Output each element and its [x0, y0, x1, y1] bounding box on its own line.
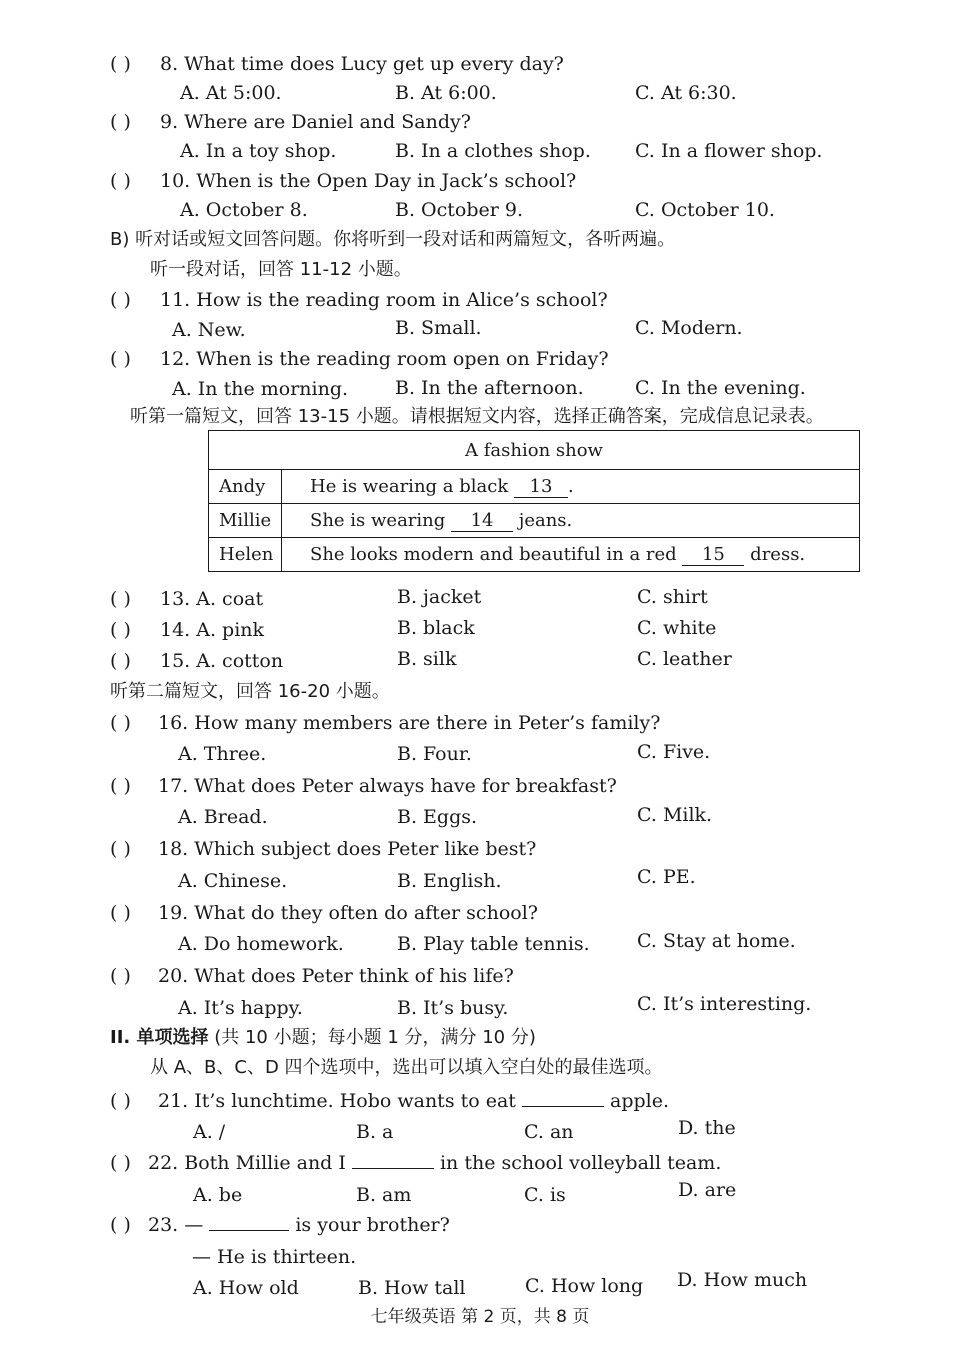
question-17-option-b: B. Eggs.	[397, 806, 478, 828]
answer-paren[interactable]: ( )	[110, 170, 131, 192]
question-23-reply: — He is thirteen.	[192, 1246, 357, 1268]
question-18-option-c: C. PE.	[637, 866, 696, 888]
question-17-option-c: C. Milk.	[637, 804, 713, 826]
question-16-option-b: B. Four.	[397, 743, 472, 765]
table-row	[209, 504, 860, 538]
question-11-option-a: A. New.	[172, 319, 246, 341]
question-22-option-b: B. am	[356, 1184, 412, 1206]
question-15-option-b: B. silk	[397, 648, 457, 670]
question-22-option-d: D. are	[678, 1179, 737, 1201]
question-20-option-a: A. It’s happy.	[178, 997, 303, 1019]
question-13-option-c: C. shirt	[637, 586, 708, 608]
question-22-option-a: A. be	[193, 1184, 243, 1206]
answer-paren[interactable]: ( )	[110, 902, 131, 924]
question-10-option-c: C. October 10.	[635, 199, 775, 221]
table-cell-description: He is wearing a black 13 .	[282, 470, 860, 504]
answer-paren[interactable]: ( )	[110, 965, 131, 987]
listening-intro-16-20: 听第二篇短文，回答 16-20 小题。	[110, 681, 390, 702]
table-title: A fashion show	[209, 431, 860, 470]
page-footer: 七年级英语 第 2 页，共 8 页	[370, 1307, 590, 1327]
answer-paren[interactable]: ( )	[110, 712, 131, 734]
section-ii-heading: II. 单项选择 (共 10 小题；每小题 1 分，满分 10 分)	[110, 1027, 536, 1048]
question-23-option-a: A. How old	[193, 1277, 299, 1299]
question-8-option-b: B. At 6:00.	[395, 82, 497, 104]
question-12-stem: 12. When is the reading room open on Friday?	[160, 348, 609, 370]
question-9-option-a: A. In a toy shop.	[180, 140, 337, 162]
table-cell-name: Millie	[209, 504, 282, 538]
answer-paren[interactable]: ( )	[110, 111, 131, 133]
question-14-option-a: 14. A. pink	[160, 619, 265, 641]
question-21-option-c: C. an	[524, 1121, 574, 1143]
blank-22[interactable]	[352, 1168, 434, 1169]
answer-paren[interactable]: ( )	[110, 53, 131, 75]
table-cell-description: She looks modern and beautiful in a red 15 dress.	[282, 538, 860, 572]
question-15-option-c: C. leather	[637, 648, 732, 670]
question-23-option-c: C. How long	[525, 1275, 644, 1297]
question-14-option-b: B. black	[397, 617, 475, 639]
question-23-stem: 23. — is your brother?	[148, 1214, 450, 1236]
answer-paren[interactable]: ( )	[110, 588, 131, 610]
question-15-option-a: 15. A. cotton	[160, 650, 284, 672]
answer-paren[interactable]: ( )	[110, 1214, 131, 1236]
question-10-stem: 10. When is the Open Day in Jack’s school?	[160, 170, 577, 192]
table-cell-description: She is wearing 14 jeans.	[282, 504, 860, 538]
question-8-stem: 8. What time does Lucy get up every day?	[160, 53, 564, 75]
question-20-option-b: B. It’s busy.	[397, 997, 509, 1019]
question-20-option-c: C. It’s interesting.	[637, 993, 812, 1015]
question-9-stem: 9. Where are Daniel and Sandy?	[160, 111, 471, 133]
answer-paren[interactable]: ( )	[110, 289, 131, 311]
listening-intro-11-12: 听一段对话，回答 11-12 小题。	[150, 259, 412, 280]
answer-paren[interactable]: ( )	[110, 838, 131, 860]
question-17-option-a: A. Bread.	[178, 806, 268, 828]
answer-paren[interactable]: ( )	[110, 775, 131, 797]
question-22-stem: 22. Both Millie and I in the school volleyball team.	[148, 1152, 722, 1174]
blank-15[interactable]: 15	[682, 545, 744, 566]
question-10-option-a: A. October 8.	[180, 199, 308, 221]
question-21-option-b: B. a	[356, 1121, 394, 1143]
question-23-option-b: B. How tall	[358, 1277, 466, 1299]
question-14-option-c: C. white	[637, 617, 717, 639]
table-row	[209, 538, 860, 572]
answer-paren[interactable]: ( )	[110, 619, 131, 641]
table-cell-name: Helen	[209, 538, 282, 572]
listening-intro-13-15: 听第一篇短文，回答 13-15 小题。请根据短文内容，选择正确答案，完成信息记录表。	[130, 406, 824, 427]
question-10-option-b: B. October 9.	[395, 199, 523, 221]
question-21-stem: 21. It’s lunchtime. Hobo wants to eat apple.	[158, 1090, 670, 1112]
question-19-option-a: A. Do homework.	[178, 933, 344, 955]
blank-23[interactable]	[209, 1230, 289, 1231]
question-16-stem: 16. How many members are there in Peter’s family?	[158, 712, 661, 734]
question-18-stem: 18. Which subject does Peter like best?	[158, 838, 537, 860]
answer-paren[interactable]: ( )	[110, 348, 131, 370]
question-11-option-c: C. Modern.	[635, 317, 743, 339]
section-ii-instruction: 从 A、B、C、D 四个选项中，选出可以填入空白处的最佳选项。	[150, 1057, 663, 1078]
blank-14[interactable]: 14	[451, 511, 513, 532]
answer-paren[interactable]: ( )	[110, 1152, 131, 1174]
answer-paren[interactable]: ( )	[110, 650, 131, 672]
question-11-option-b: B. Small.	[395, 317, 482, 339]
question-9-option-b: B. In a clothes shop.	[395, 140, 591, 162]
blank-21[interactable]	[522, 1106, 604, 1107]
question-23-option-d: D. How much	[677, 1269, 808, 1291]
question-22-option-c: C. is	[524, 1184, 566, 1206]
question-13-option-b: B. jacket	[397, 586, 482, 608]
question-19-option-b: B. Play table tennis.	[397, 933, 590, 955]
question-18-option-a: A. Chinese.	[178, 870, 288, 892]
table-cell-name: Andy	[209, 470, 282, 504]
fashion-show-table	[208, 430, 860, 572]
question-17-stem: 17. What does Peter always have for breakfast?	[158, 775, 617, 797]
answer-paren[interactable]: ( )	[110, 1090, 131, 1112]
question-21-option-a: A. /	[193, 1121, 226, 1143]
question-11-stem: 11. How is the reading room in Alice’s school?	[160, 289, 608, 311]
question-21-option-d: D. the	[678, 1117, 736, 1139]
question-19-option-c: C. Stay at home.	[637, 930, 796, 952]
question-20-stem: 20. What does Peter think of his life?	[158, 965, 514, 987]
question-16-option-a: A. Three.	[178, 743, 267, 765]
question-8-option-a: A. At 5:00.	[180, 82, 282, 104]
question-8-option-c: C. At 6:30.	[635, 82, 737, 104]
table-row	[209, 470, 860, 504]
question-12-option-b: B. In the afternoon.	[395, 377, 584, 399]
section-b-heading: B) 听对话或短文回答问题。你将听到一段对话和两篇短文，各听两遍。	[110, 229, 676, 250]
question-12-option-c: C. In the evening.	[635, 377, 806, 399]
question-9-option-c: C. In a flower shop.	[635, 140, 823, 162]
question-12-option-a: A. In the morning.	[172, 378, 349, 400]
blank-13[interactable]: 13	[514, 477, 568, 498]
question-18-option-b: B. English.	[397, 870, 502, 892]
question-19-stem: 19. What do they often do after school?	[158, 902, 538, 924]
question-13-option-a: 13. A. coat	[160, 588, 264, 610]
question-16-option-c: C. Five.	[637, 741, 711, 763]
